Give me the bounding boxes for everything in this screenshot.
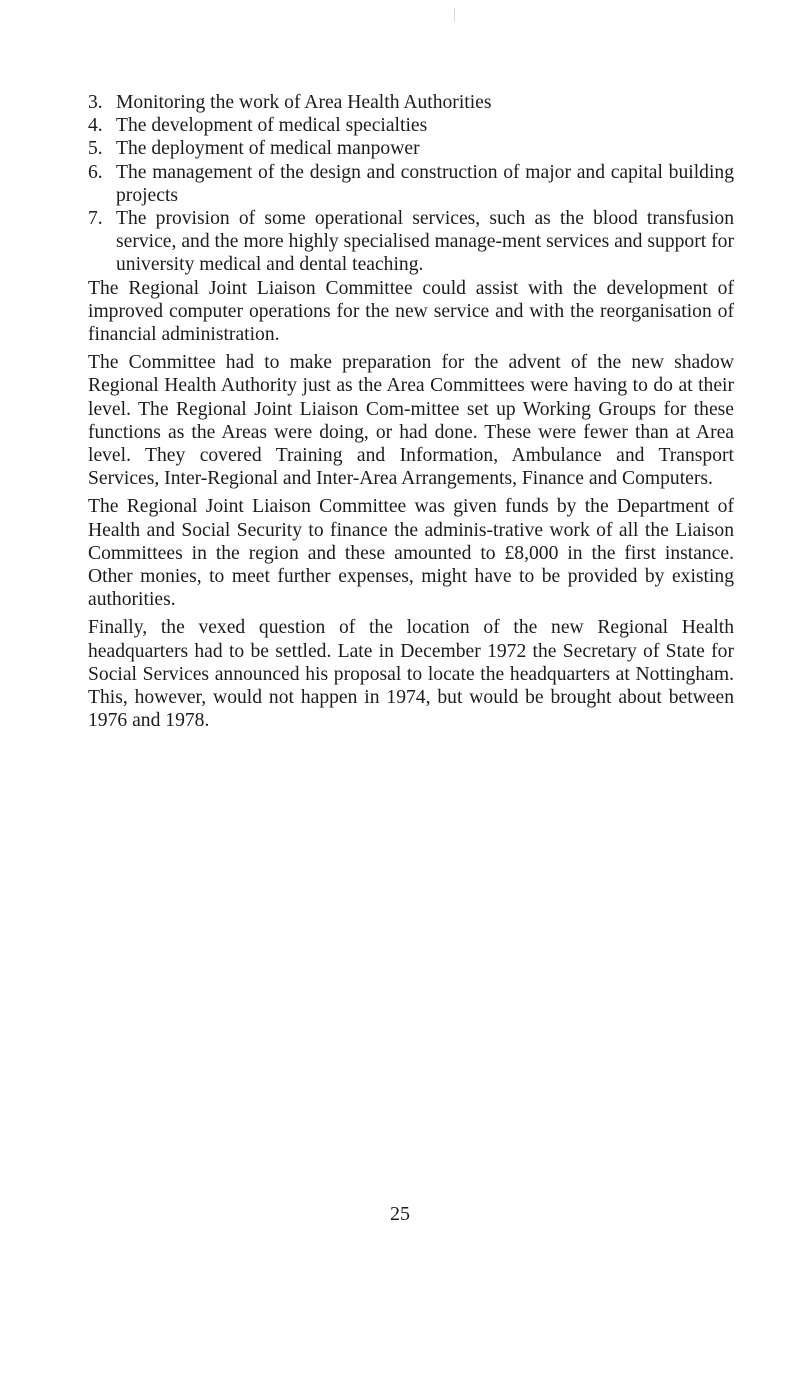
list-item xyxy=(88,91,734,114)
scan-mark xyxy=(454,8,455,22)
list-item-text: The deployment of medical manpower xyxy=(116,138,420,160)
list-item xyxy=(88,161,734,207)
numbered-list xyxy=(88,91,734,277)
list-item xyxy=(88,114,734,137)
list-item-text: The provision of some operational services, such as the blood transfusion service, and the more highly specialised manage-ment services and support for university medical and dental teaching. xyxy=(116,208,734,276)
paragraph-computer-operations: The Regional Joint Liaison Committee could assist with the development of improved computer operations for the new service and with the reorganisation of financial administration. xyxy=(88,277,734,346)
list-item-text: Monitoring the work of Area Health Authorities xyxy=(116,92,492,113)
page-body xyxy=(88,91,734,732)
list-item-number: 5. xyxy=(88,138,103,160)
list-item xyxy=(88,137,734,160)
paragraph-funding: The Regional Joint Liaison Committee was given funds by the Department of Health and Social Security to finance the adminis-trative work of all the Liaison Committees in the region and these amounted to £8,000 in the first instance. Other monies, to meet further expenses, might have to be provided by existing authorities. xyxy=(88,496,734,611)
list-item-text: The development of medical specialties xyxy=(116,115,428,137)
list-item-number: 6. xyxy=(88,161,103,183)
list-item-number: 7. xyxy=(88,208,103,230)
paragraph-working-groups: The Committee had to make preparation for the advent of the new shadow Regional Health Authority just as the Area Committees were having to do at their level. The Regional Joint Liaison Com-mittee set up Working Groups for these functions as the Areas were doing, or had done. These were fewer than at Area level. They covered Training and Information, Ambulance and Transport Services, Inter-Regional and Inter-Area Arrangements, Finance and Computers. xyxy=(88,352,734,490)
page-number: 25 xyxy=(390,1203,410,1225)
list-item-number: 4. xyxy=(88,115,103,137)
list-item-text: The management of the design and construction of major and capital building projects xyxy=(116,161,734,206)
list-item-number: 3. xyxy=(88,92,103,113)
paragraph-headquarters: Finally, the vexed question of the location of the new Regional Health headquarters had to be settled. Late in December 1972 the Secretary of State for Social Services announced his proposal to locate the headquarters at Nottingham. This, however, would not happen in 1974, but would be brought about between 1976 and 1978. xyxy=(88,617,734,732)
list-item xyxy=(88,207,734,277)
